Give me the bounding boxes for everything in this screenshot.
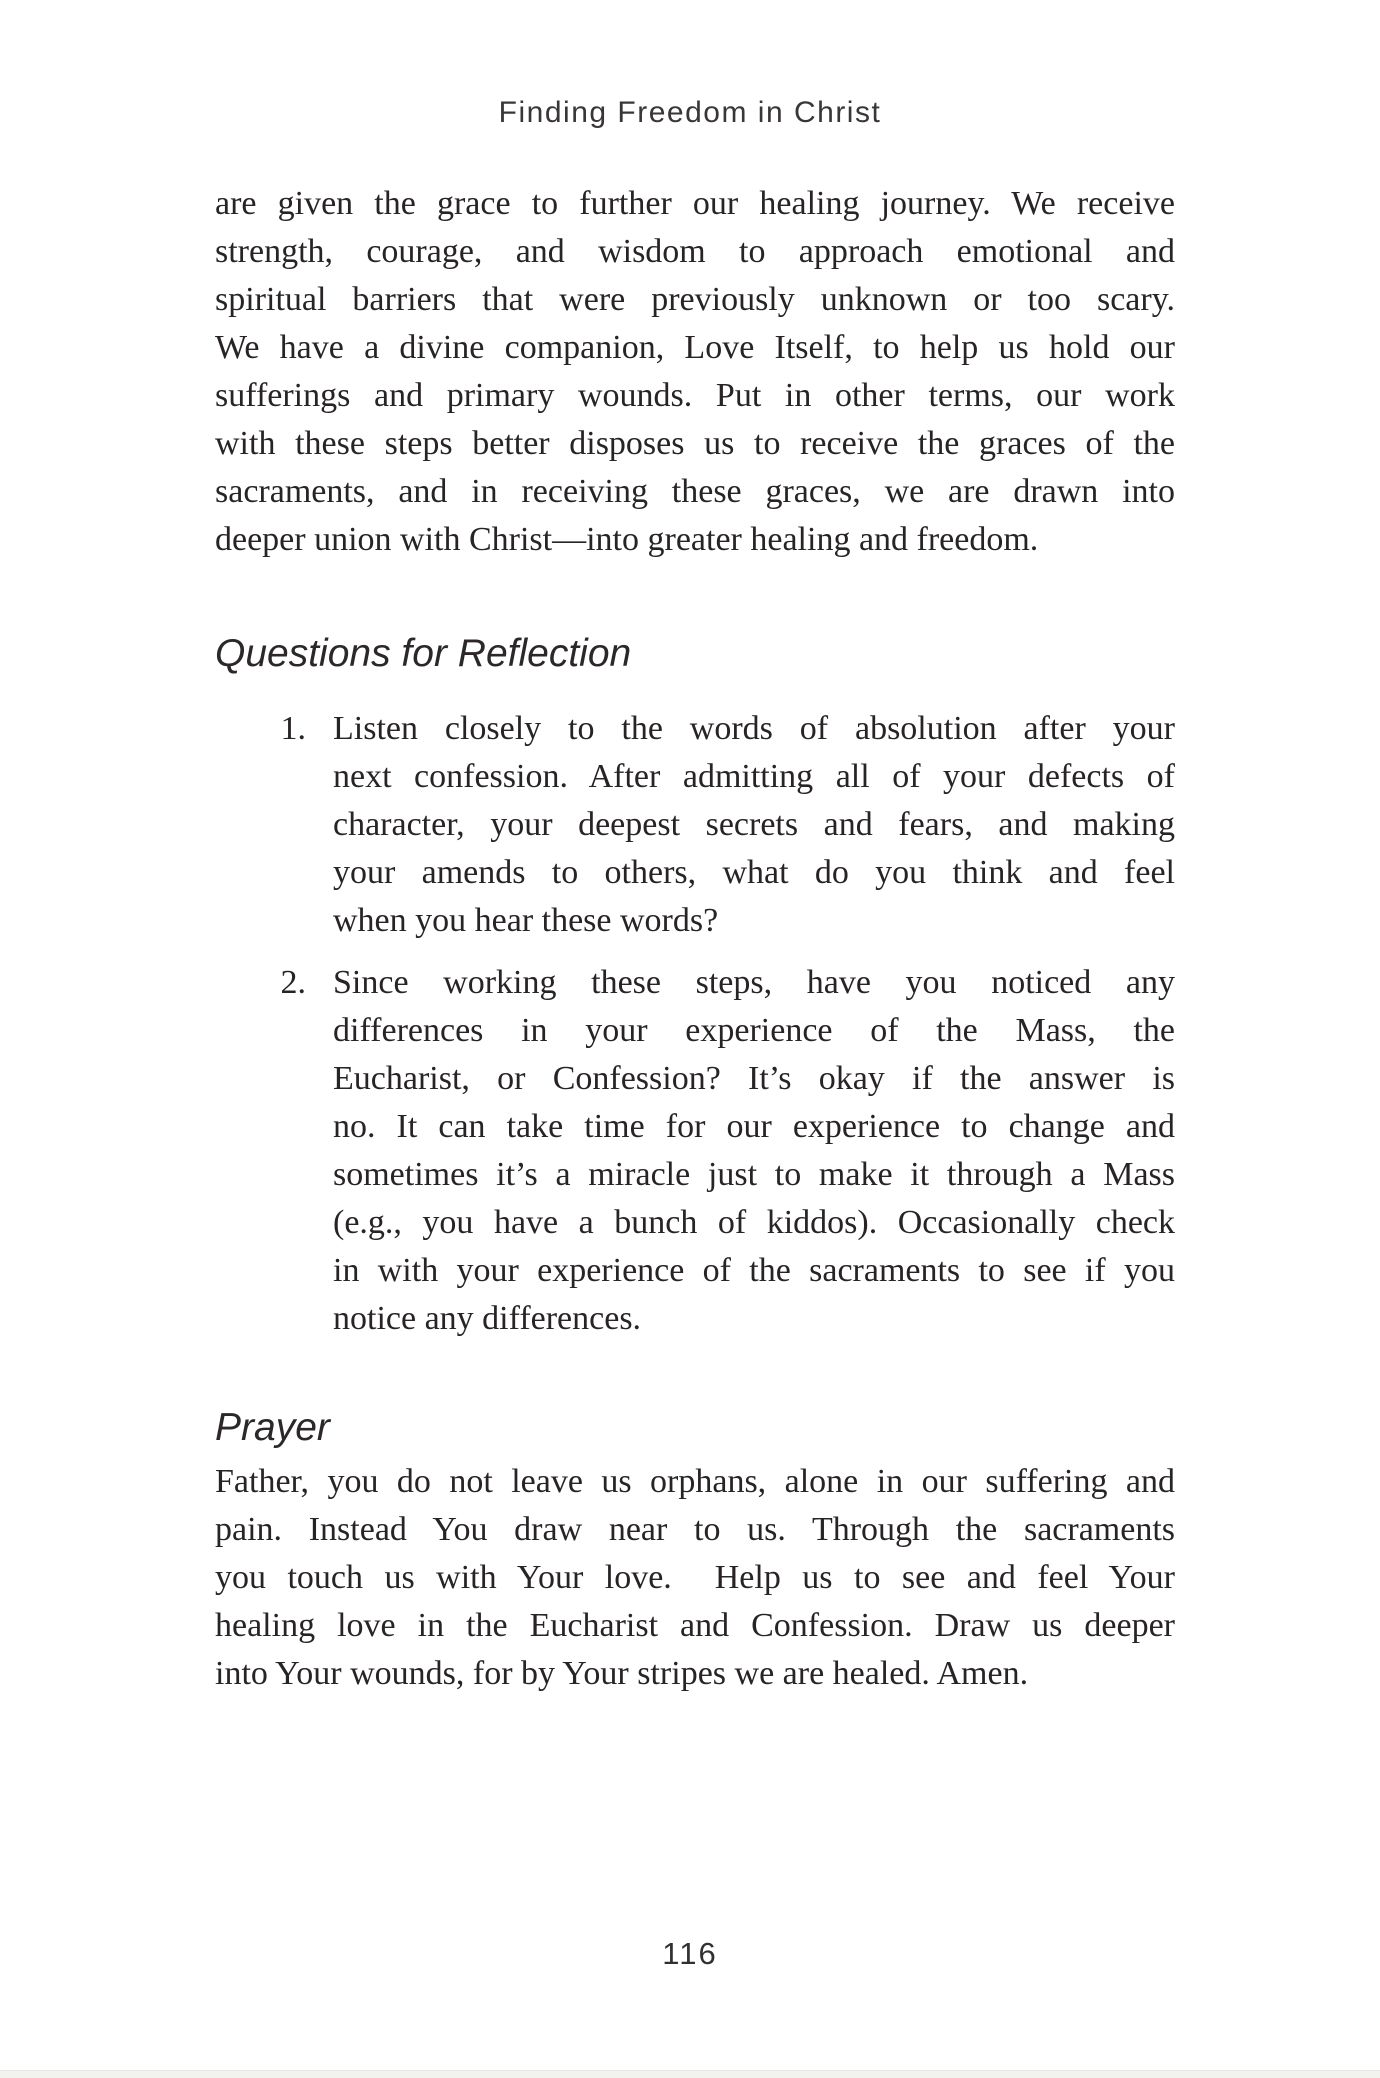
question-2-number: 2. (280, 964, 306, 1001)
page-number: 116 (662, 1936, 718, 1971)
question-item-1 (215, 705, 1175, 945)
running-head: Finding Freedom in Christ (498, 96, 882, 129)
prayer-paragraph: Father, you do not leave us orphans, alone in our suffering and pain. Instead You draw near to us. Through the sacraments you touch us with Your love. Help us to see and feel Your healing love in the Eucharist and Confession. Draw us deeper into Your wounds, for by Your stripes we are healed. Amen. (215, 1463, 1175, 1692)
question-item-2 (215, 959, 1175, 1343)
question-2-text: Since working these steps, have you noticed any differences in your experience of the Mass, the Eucharist, or Confession? It’s okay if the answer is no. It can take time for our experience to change and sometimes it’s a miracle just to make it through a Mass (e.g., you have a bunch of kiddos). Occasionally check in with your experience of the sacraments to see if you notice any differences. (333, 964, 1175, 1337)
page-bottom-edge (0, 2070, 1380, 2078)
question-1-text: Listen closely to the words of absolution after your next confession. After admitting all of your defects of character, your deepest secrets and fears, and making your amends to others, what do you think and feel when you hear these words? (333, 710, 1175, 939)
prayer-heading: Prayer (215, 1406, 330, 1449)
questions-for-reflection-heading: Questions for Reflection (215, 632, 632, 675)
intro-paragraph: are given the grace to further our healing journey. We receive strength, courage, and wisdom to approach emotional and spiritual barriers that were previously unknown or too scary. We have a divine companion, Love Itself, to help us hold our sufferings and primary wounds. Put in other terms, our work with these steps better disposes us to receive the graces of the sacraments, and in receiving these graces, we are drawn into deeper union with Christ—into greater healing and freedom. (215, 185, 1175, 558)
question-1-number: 1. (280, 710, 306, 747)
